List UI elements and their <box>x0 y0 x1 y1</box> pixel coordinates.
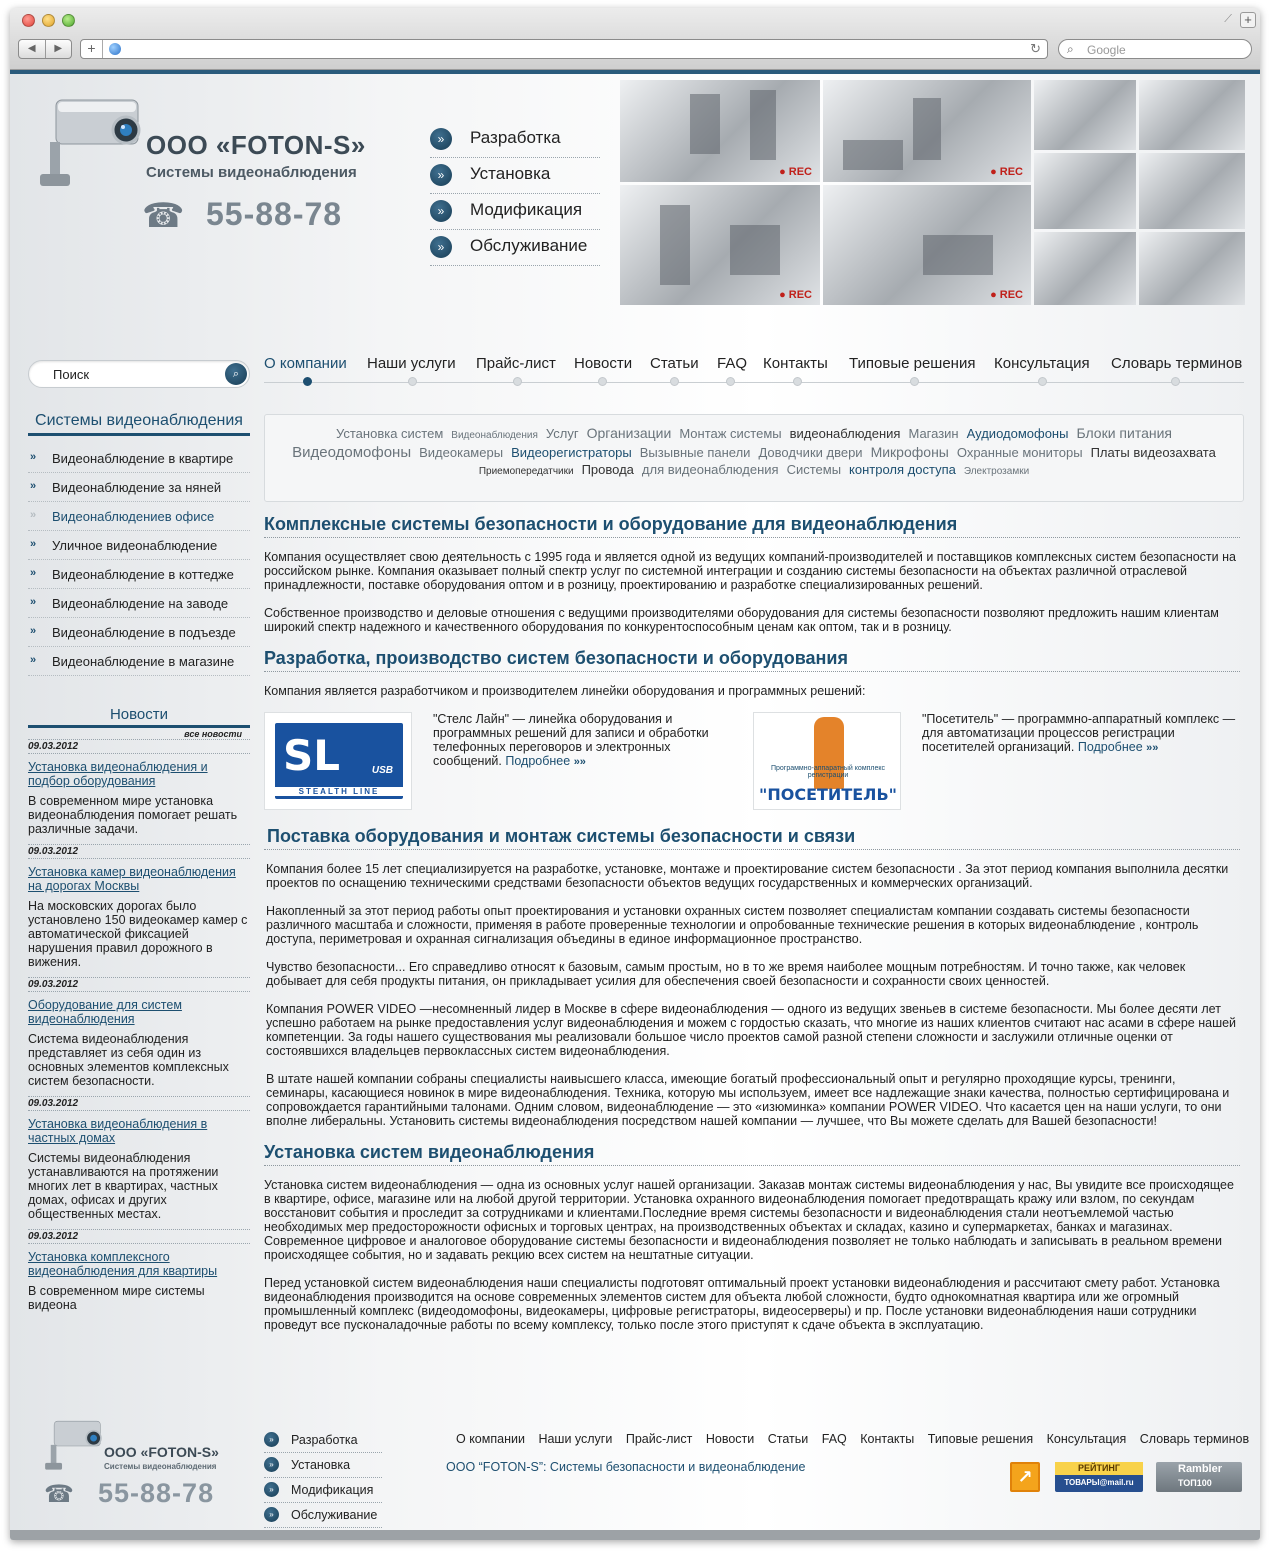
tag-link[interactable]: Услуг <box>545 426 579 441</box>
site-search-input[interactable] <box>28 360 250 388</box>
rec-label: ● REC <box>990 166 1023 178</box>
header-services-menu <box>430 122 600 266</box>
tag-link[interactable]: контроля доступа <box>849 462 956 477</box>
globe-icon <box>109 43 121 55</box>
tag-link[interactable]: Видеодомофоны <box>292 444 412 461</box>
browser-search-field[interactable] <box>1058 39 1252 59</box>
cctv-frame <box>1139 153 1245 229</box>
address-bar[interactable] <box>80 39 1048 59</box>
tag-link[interactable]: Монтаж системы <box>679 426 782 441</box>
cctv-frame <box>823 185 1031 305</box>
footer-service-label: Установка <box>291 1458 351 1472</box>
chevron-right-icon: » <box>430 200 452 222</box>
forward-button[interactable]: ▶ <box>54 43 63 54</box>
cctv-frame <box>1034 232 1136 305</box>
news-item <box>28 844 250 977</box>
zoom-window-button[interactable] <box>62 14 75 27</box>
footer-service-label: Модификация <box>291 1483 374 1497</box>
product-description <box>922 712 1240 755</box>
posetitel-logo-text: "ПОСЕТИТЕЛЬ" <box>759 785 897 804</box>
footer-nav-item[interactable]: Новости <box>705 1432 755 1446</box>
section-heading: Разработка, производство систем безопасности и оборудования <box>264 648 1240 672</box>
news-title-link[interactable]: Установка видеонаблюдения и подбор оборудования <box>28 760 208 788</box>
footer-navigation <box>446 1432 1250 1446</box>
news-excerpt: Системы видеонаблюдения устанавливаются на протяжении многих лет в квартирах, частных домах, офисах и других общественных местах. <box>28 1151 219 1221</box>
paragraph: Компания осуществляет свою деятельность с 1995 года и является одной из ведущих компаний-производителей и поставщиков комплексных систем безопасности на российском рынке. Компания оказывает полный спектр услуг по системной интеграции и созданию системы безопасности на объектах различной отраслевой принадлежности, поставке оборудования оптом и в розницу, проектированию и разработке специализированных решений. <box>264 550 1236 592</box>
chevron-right-icon: » <box>30 451 37 463</box>
nav-indicator-dot <box>1038 377 1047 386</box>
footer-nav-item[interactable]: Словарь терминов <box>1139 1432 1250 1446</box>
close-window-button[interactable] <box>22 14 35 27</box>
service-item[interactable] <box>430 194 600 230</box>
paragraph: Компания более 15 лет специализируется на разработке, установке, монтаже и проектирование систем безопасности . За этот период компания выполнила десятки проектов по оснащению техническими средствами безопасности объектов ведущих государственных и коммерческих организаций. <box>266 862 1229 890</box>
paragraph: Перед установкой систем видеонаблюдения наши специалисты подготовят оптимальный проект установки видеонаблюдения и рассчитают смету работ. Установка видеонаблюдения производится на основе современных элементов систем для объекта любой сложности, будто однокомнатная квартира или же огромный промышленный комплекс (видеодомофоны, видеокамеры, цифровые регистраторы, видеосерверы) и пр. После установки видеонаблюдения наши сотрудники проведут все пусконаладочные работы по всему комплексу, только после этого приступят к сдаче объекта в эксплуатацию. <box>264 1276 1220 1332</box>
tag-link[interactable]: Провода <box>581 462 634 477</box>
nav-item-contacts[interactable]: Контакты <box>763 355 828 372</box>
rec-label: ● REC <box>779 289 812 301</box>
tag-link[interactable]: Аудиодомофоны <box>966 426 1069 441</box>
sidebar-heading: Системы видеонаблюдения <box>28 412 250 436</box>
tag-link[interactable]: Микрофоны <box>870 444 949 460</box>
footer-nav-item[interactable]: Статьи <box>767 1432 809 1446</box>
browser-search-placeholder: Google <box>1087 43 1126 57</box>
service-label: Модификация <box>470 200 583 219</box>
footer-phone-number: 55-88-78 <box>98 1478 215 1508</box>
rec-label: ● REC <box>779 166 812 178</box>
footer-service-item[interactable] <box>264 1478 382 1503</box>
tag-link[interactable]: видеонаблюдения <box>789 426 901 441</box>
news-item <box>28 739 250 844</box>
paragraph: Чувство безопасности... Его справедливо относят к базовым, самым простым, но в то же время наиболее мощным потребностям. И точно также, как человек добывает для себя продукты питания, он прикладывает усилия для обеспечения своей безопасности и сохранности своих ценностей. <box>266 960 1186 988</box>
sidebar-item-label: Видеонаблюдение в квартире <box>52 451 234 466</box>
footer-services-menu <box>264 1428 382 1528</box>
service-label: Установка <box>470 164 551 183</box>
sidebar-item-label: Уличное видеонаблюдение <box>52 538 218 553</box>
chevron-right-icon: » <box>30 480 37 492</box>
cctv-collage-banner <box>620 80 1245 305</box>
footer-service-label: Обслуживание <box>291 1508 378 1522</box>
chevron-right-icon: » <box>30 625 37 637</box>
nav-item-about[interactable]: О компании <box>264 355 347 372</box>
nav-item-services[interactable]: Наши услуги <box>367 355 456 372</box>
section-heading: Поставка оборудования и монтаж системы безопасности и связи <box>264 826 1240 850</box>
footer-nav-item[interactable]: Прайс-лист <box>625 1432 693 1446</box>
chevron-right-icon: » <box>264 1457 279 1472</box>
nav-item-articles[interactable]: Статьи <box>650 355 699 372</box>
news-title-link[interactable]: Оборудование для систем видеонаблюдения <box>28 998 182 1026</box>
footer-nav-item[interactable]: О компании <box>456 1432 525 1446</box>
service-item[interactable] <box>430 230 600 266</box>
news-heading: Новости <box>28 706 250 728</box>
news-date: 09.03.2012 <box>28 1097 250 1111</box>
nav-indicator-dot <box>303 377 312 386</box>
tag-link[interactable]: Системы <box>786 462 842 477</box>
cctv-frame <box>620 80 820 182</box>
mail-rating-top: РЕЙТИНГ <box>1055 1462 1143 1475</box>
web-page <box>10 70 1260 1540</box>
section-heading: Установка систем видеонаблюдения <box>264 1142 1240 1166</box>
chevron-right-icon: » <box>430 236 452 258</box>
nav-item-faq[interactable]: FAQ <box>717 355 748 372</box>
search-icon: ⌕ <box>1067 42 1074 56</box>
sidebar-item[interactable] <box>28 531 250 560</box>
top-accent-line <box>10 70 1260 74</box>
footer-service-item[interactable] <box>264 1453 382 1478</box>
paragraph: В штате нашей компании собраны специалисты наивысшего класса, имеющие богатый профессиональный опыт и регулярно проходящие курсы, тренинги, семинары, касающиеся новинок в мире видеонаблюдения. Техника, которую мы используем, имеет все надлежащие знаки качества, полностью сертифицирована и сопровождается гарантийными талонами. Одним словом, видеонаблюдение — это «изюминка» компании POWER VIDEO. Что касается цен на наши услуги, то они вполне либеральны. Установить системы видеонаблюдения посредством нашей компании — лучшее, что Вы можете сделать для Вашей безопасности! <box>266 1072 1230 1128</box>
nav-item-consultation[interactable]: Консультация <box>994 355 1090 372</box>
paragraph: Компания POWER VIDEO —несомненный лидер в Москве в сфере видеонаблюдения — одного из ведущих звеньев в системе безопасности. Мы более десяти лет успешно работаем на рынке предоставления услуг видеонаблюдения и можем с гордостью сказать, что многие из наших клиентов считают нас асами в сфере нашей компетенции. За годы нашего существования мы реализовали большое число проектов самой разной степени сложности и заслужили отличные оценки от состоявшихся владельцев первоклассных систем видеонаблюдения. <box>266 1002 1237 1058</box>
posetitel-logo[interactable] <box>753 712 901 810</box>
news-date: 09.03.2012 <box>28 978 250 992</box>
cctv-camera-logo-icon <box>38 98 148 190</box>
footer-copyright[interactable]: ООО “FOTON-S”: Системы безопасности и видеонаблюдение <box>446 1460 806 1474</box>
telephone-icon: ☎ <box>142 197 185 235</box>
service-item[interactable] <box>430 158 600 194</box>
tag-link[interactable]: Видеокамеры <box>419 445 504 460</box>
company-subtitle: Системы видеонаблюдения <box>146 164 357 181</box>
sidebar-item[interactable] <box>28 473 250 502</box>
search-placeholder: Поиск <box>53 367 90 382</box>
paragraph: Установка систем видеонаблюдения — одна из основных услуг нашей организации. Заказав монтаж системы видеонаблюдения у нас, Вы увидите все происходящее в квартире, офисе, магазине или на любой другой территории. Установка охранного видеонаблюдения помогает предотвращать кражу или взлом, по секундам восстановит события и проследит за сотрудниками и клиентами.Последние время системы безопасности и видеонаблюдения стали неотъемлемой частью необходимых мер предосторожности офисных и торговых центрах, на производственных объектах и складах, казино и супермаркетах, банках и магазинах. Современное цифровое и аналоговое оборудование системы безопасности и видеонаблюдения позволяет не только наблюдать и записывать в реальном времени происходящее события, но и задавать рекцию всех систем на нештатные ситуации. <box>264 1178 1234 1262</box>
sidebar-item[interactable] <box>28 444 250 473</box>
double-chevron-icon: »» <box>573 756 586 768</box>
nav-indicator-dot <box>598 377 607 386</box>
cctv-frame <box>823 80 1031 182</box>
sidebar-menu <box>28 444 250 676</box>
sidebar-item-active[interactable] <box>28 502 250 531</box>
nav-indicator-dot <box>670 377 679 386</box>
sidebar-item[interactable] <box>28 560 250 589</box>
news-title-link[interactable]: Установка камер видеонаблюдения на дорогах Москвы <box>28 865 236 893</box>
tag-cloud <box>264 414 1244 502</box>
chevron-right-icon: » <box>264 1432 279 1447</box>
browser-window <box>10 8 1260 1540</box>
sidebar-item[interactable] <box>28 618 250 647</box>
news-excerpt: В современном мире установка видеонаблюдения помогает решать различные задачи. <box>28 794 238 836</box>
usb-badge: USB <box>371 765 393 776</box>
liveinternet-counter-icon[interactable]: ↗ <box>1010 1462 1040 1492</box>
stealth-line-logo[interactable] <box>264 712 412 810</box>
posetitel-logo-subtitle: Программно-аппаратный комплекс регистрации <box>770 765 886 779</box>
cctv-frame <box>620 185 820 305</box>
chevron-right-icon: » <box>30 567 37 579</box>
tag-link[interactable]: Организации <box>586 425 672 441</box>
cctv-frame <box>1139 232 1245 305</box>
tag-link[interactable]: Приемопередатчики <box>478 466 574 477</box>
company-name[interactable]: ООО «FOTON-S» <box>146 130 366 160</box>
news-excerpt: Система видеонаблюдения представляет из себя один из основных элементов комплексных систем безопасности. <box>28 1032 229 1088</box>
news-excerpt: На московских дорогах было установлено 150 видеокамер камер с автоматической фиксацией нарушения правил дорожного в вижения. <box>28 899 248 969</box>
more-link[interactable]: Подробнее »» <box>505 754 586 768</box>
products-block <box>264 712 1240 816</box>
nav-indicator-dot <box>408 377 417 386</box>
all-news-link[interactable]: все новости <box>184 729 242 739</box>
news-item <box>28 1229 250 1320</box>
browser-status-bar <box>10 1530 1260 1540</box>
rambler-badge-bottom: ТОП100 <box>1178 1478 1212 1488</box>
sidebar-item-label: Видеонаблюдениев офисе <box>52 509 215 524</box>
news-list <box>28 739 250 1320</box>
chevron-right-icon: » <box>30 509 37 521</box>
footer-camera-logo-icon <box>44 1420 106 1472</box>
mail-rating-bottom: ТОВАРЫ@mail.ru <box>1064 1478 1134 1487</box>
product-text: "Посетитель" — программно-аппаратный комплекс — для автоматизации процессов регистрации посетителей организаций. <box>922 712 1236 754</box>
nav-item-solutions[interactable]: Типовые решения <box>849 355 976 372</box>
paragraph: Накопленный за этот период работы опыт проектирования и установки охранных систем позволяет специалистам компании создавать системы безопасности различного масштаба и сложности, применяя в работе проверенные технологии и опробованные технические решения в которых видеонаблюдение , контроль доступа, периметровая и охранная сигнализация объедины в единое информационное пространство. <box>266 904 1199 946</box>
minimize-window-button[interactable] <box>42 14 55 27</box>
news-excerpt: В современном мире системы видеона <box>28 1284 205 1312</box>
nav-item-glossary[interactable]: Словарь терминов <box>1111 355 1243 372</box>
chevron-right-icon: » <box>430 128 452 150</box>
paragraph: Собственное производство и деловые отношения с ведущими производителями оборудования для системы безопасности позволяют предложить нашим клиентам широкий спектр надежного и качественного оборудования по конкурентоспособным ценам как оптом, так и в розницу. <box>264 606 1219 634</box>
sidebar-item-label: Видеонаблюдение в коттедже <box>52 567 234 582</box>
service-label: Разработка <box>470 128 561 147</box>
footer-telephone-icon: ☎ <box>44 1481 74 1508</box>
news-date: 09.03.2012 <box>28 845 250 859</box>
cctv-frame <box>1034 153 1136 229</box>
sidebar-item-label: Видеонаблюдение в подъезде <box>52 625 236 640</box>
tag-link[interactable]: Видеонаблюдения <box>451 430 538 441</box>
tag-link[interactable]: Установка систем <box>335 426 444 441</box>
nav-indicator-dot <box>1171 377 1180 386</box>
sidebar-item-label: Видеонаблюдение в магазине <box>52 654 235 669</box>
rambler-top100-badge[interactable] <box>1156 1462 1242 1492</box>
product-description <box>433 712 723 769</box>
phone-number: 55-88-78 <box>206 196 343 232</box>
add-bookmark-button[interactable]: + <box>81 40 103 58</box>
tag-link[interactable]: для видеонаблюдения <box>641 462 779 477</box>
rambler-badge-top: Rambler <box>1178 1463 1223 1475</box>
resize-handle-icon: ⟋ <box>1224 13 1232 25</box>
chevron-right-icon: » <box>30 596 37 608</box>
footer-nav-item[interactable]: Контакты <box>860 1432 915 1446</box>
footer-company-name: ООО «FOTON-S» <box>104 1444 219 1460</box>
chevron-right-icon: » <box>30 538 37 550</box>
news-item <box>28 1096 250 1229</box>
cctv-frame <box>1034 80 1136 150</box>
nav-item-pricelist[interactable]: Прайс-лист <box>476 355 556 372</box>
sidebar-item[interactable] <box>28 647 250 676</box>
tag-link[interactable]: Магазин <box>908 426 959 441</box>
sl-logo-text: SL <box>283 731 341 780</box>
mail-rating-badge[interactable] <box>1055 1462 1143 1492</box>
chevron-right-icon: » <box>30 654 37 666</box>
tag-link[interactable]: Электрозамки <box>963 466 1030 477</box>
footer-nav-item[interactable]: Типовые решения <box>927 1432 1034 1446</box>
paragraph: Компания является разработчиком и производителем линейки оборудования и программных решений: <box>264 684 866 698</box>
nav-indicator-dot <box>793 377 802 386</box>
cctv-frame <box>1139 80 1245 150</box>
reload-icon[interactable]: ↻ <box>1030 41 1041 56</box>
chevron-right-icon: » <box>430 164 452 186</box>
nav-indicator-dot <box>910 377 919 386</box>
rec-label: ● REC <box>990 289 1023 301</box>
nav-indicator-dot <box>726 377 735 386</box>
tag-link[interactable]: Доводчики двери <box>758 445 863 460</box>
tag-link[interactable]: Охранные мониторы <box>956 445 1083 460</box>
back-button[interactable]: ◀ <box>19 40 46 58</box>
double-chevron-icon: »» <box>1146 742 1159 754</box>
chevron-right-icon: » <box>264 1482 279 1497</box>
main-content <box>264 510 1240 1346</box>
footer-nav-item[interactable]: FAQ <box>821 1432 847 1446</box>
sidebar-item-label: Видеонаблюдение на заводе <box>52 596 229 611</box>
service-item[interactable] <box>430 122 600 158</box>
browser-titlebar <box>10 8 1260 70</box>
product-text: "Стелс Лайн" — линейка оборудования и программных решений для записи и обработки телефонных переговоров и электронных сообщений. <box>433 712 709 768</box>
section-body <box>264 862 1240 1128</box>
search-icon[interactable]: ⌕ <box>225 363 247 385</box>
chevron-right-icon: » <box>264 1507 279 1522</box>
tag-link[interactable]: Платы видеозахвата <box>1090 445 1216 460</box>
nav-item-news[interactable]: Новости <box>574 355 633 372</box>
tag-link[interactable]: Видеорегистраторы <box>511 445 632 460</box>
new-tab-button[interactable]: + <box>1240 12 1256 28</box>
news-date: 09.03.2012 <box>28 740 250 754</box>
sidebar-item[interactable] <box>28 589 250 618</box>
service-label: Обслуживание <box>470 236 588 255</box>
more-link[interactable]: Подробнее »» <box>1077 740 1159 754</box>
footer-company-subtitle: Системы видеонаблюдения <box>104 1462 217 1471</box>
news-date: 09.03.2012 <box>28 1230 250 1244</box>
section-heading: Комплексные системы безопасности и оборудование для видеонаблюдения <box>264 514 1240 538</box>
footer-service-item[interactable] <box>264 1503 382 1528</box>
sidebar-item-label: Видеонаблюдение за няней <box>52 480 222 495</box>
footer-nav-item[interactable]: Консультация <box>1046 1432 1127 1446</box>
tag-link[interactable]: Блоки питания <box>1076 425 1173 441</box>
news-title-link[interactable]: Установка комплексного видеонаблюдения для квартиры <box>28 1250 218 1278</box>
sl-logo-box <box>275 723 403 799</box>
nav-indicator-dot <box>513 377 522 386</box>
tag-link[interactable]: Вызывные панели <box>639 445 751 460</box>
sl-logo-subtitle: STEALTH LINE <box>275 787 403 796</box>
footer-nav-item[interactable]: Наши услуги <box>538 1432 613 1446</box>
footer-service-label: Разработка <box>291 1433 358 1447</box>
news-title-link[interactable]: Установка видеонаблюдения в частных домах <box>28 1117 208 1145</box>
footer-service-item[interactable] <box>264 1428 382 1453</box>
news-item <box>28 977 250 1096</box>
back-forward-buttons <box>18 39 72 59</box>
